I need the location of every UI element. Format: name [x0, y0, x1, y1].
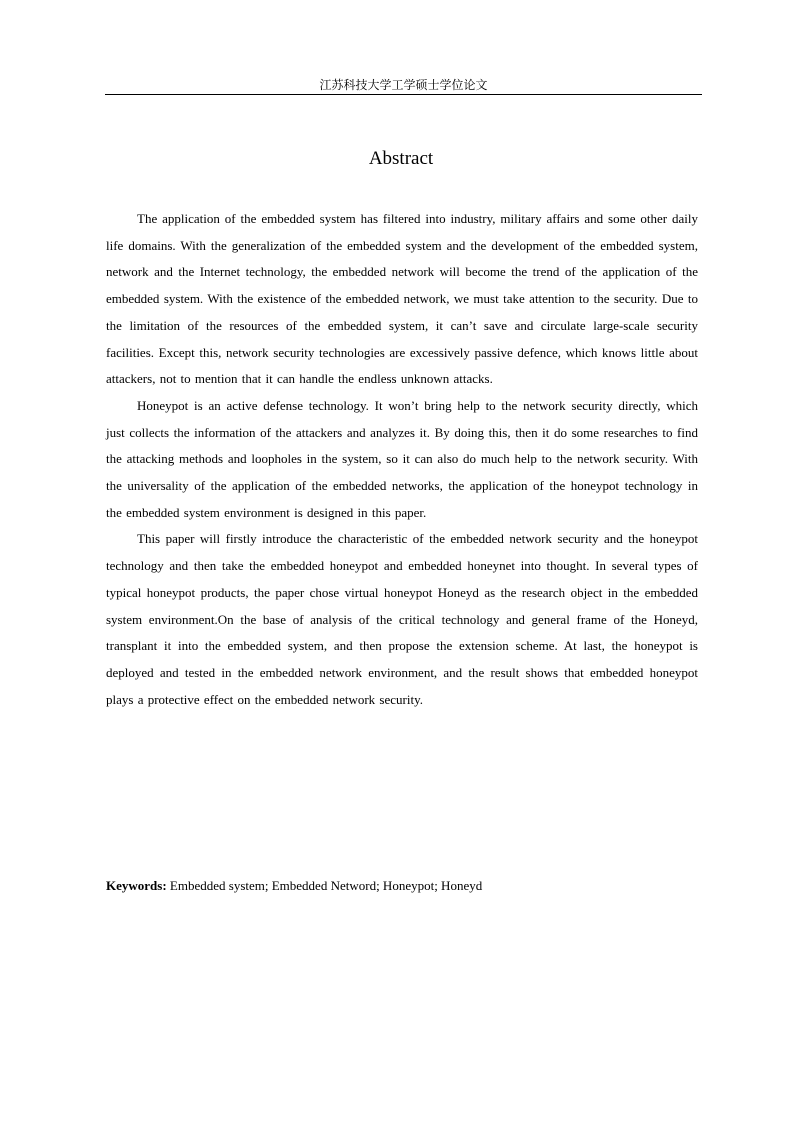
keywords-label: Keywords: — [106, 878, 167, 893]
running-header: 江苏科技大学工学硕士学位论文 — [319, 78, 488, 92]
abstract-paragraph-3: This paper will firstly introduce the characteristic of the embedded network security and the honeypot technology and then take the embedded honeypot and embedded honeynet into thought. In several types of typical honeypot products, the paper chose virtual honeypot Honeyd as the research object in the embedded system environment.On the base of analysis of the critical technology and general frame of the Honeyd, transplant it into the embedded system, and then propose the extension scheme. At last, the honeypot is deployed and tested in the embedded network environment, and the result shows that embedded honeypot plays a protective effect on the embedded network security. — [106, 531, 698, 707]
header-rule — [105, 94, 702, 95]
abstract-paragraph-2: Honeypot is an active defense technology. It won’t bring help to the network security directly, which just collects the information of the attackers and analyzes it. By doing this, then it do some researches to find the attacking methods and loopholes in the system, so it can also do much help to the network security. With the universality of the application of the embedded networks, the application of the honeypot technology in the embedded system environment is designed in this paper. — [106, 397, 698, 520]
keywords-value: Embedded system; Embedded Netword; Honeypot; Honeyd — [169, 878, 483, 893]
keywords-line — [106, 874, 698, 898]
abstract-title: Abstract — [368, 148, 434, 169]
abstract-body — [106, 206, 698, 713]
abstract-paragraph-1: The application of the embedded system has filtered into industry, military affairs and some other daily life domains. With the generalization of the embedded system and the development of the embedded system, network and the Internet technology, the embedded network will become the trend of the application of the embedded system. With the existence of the embedded network, we must take attention to the security. Due to the limitation of the resources of the embedded system, it can’t save and circulate large-scale security facilities. Except this, network security technologies are excessively passive defence, which knows little about attackers, not to mention that it can handle the endless unknown attacks. — [106, 211, 698, 387]
